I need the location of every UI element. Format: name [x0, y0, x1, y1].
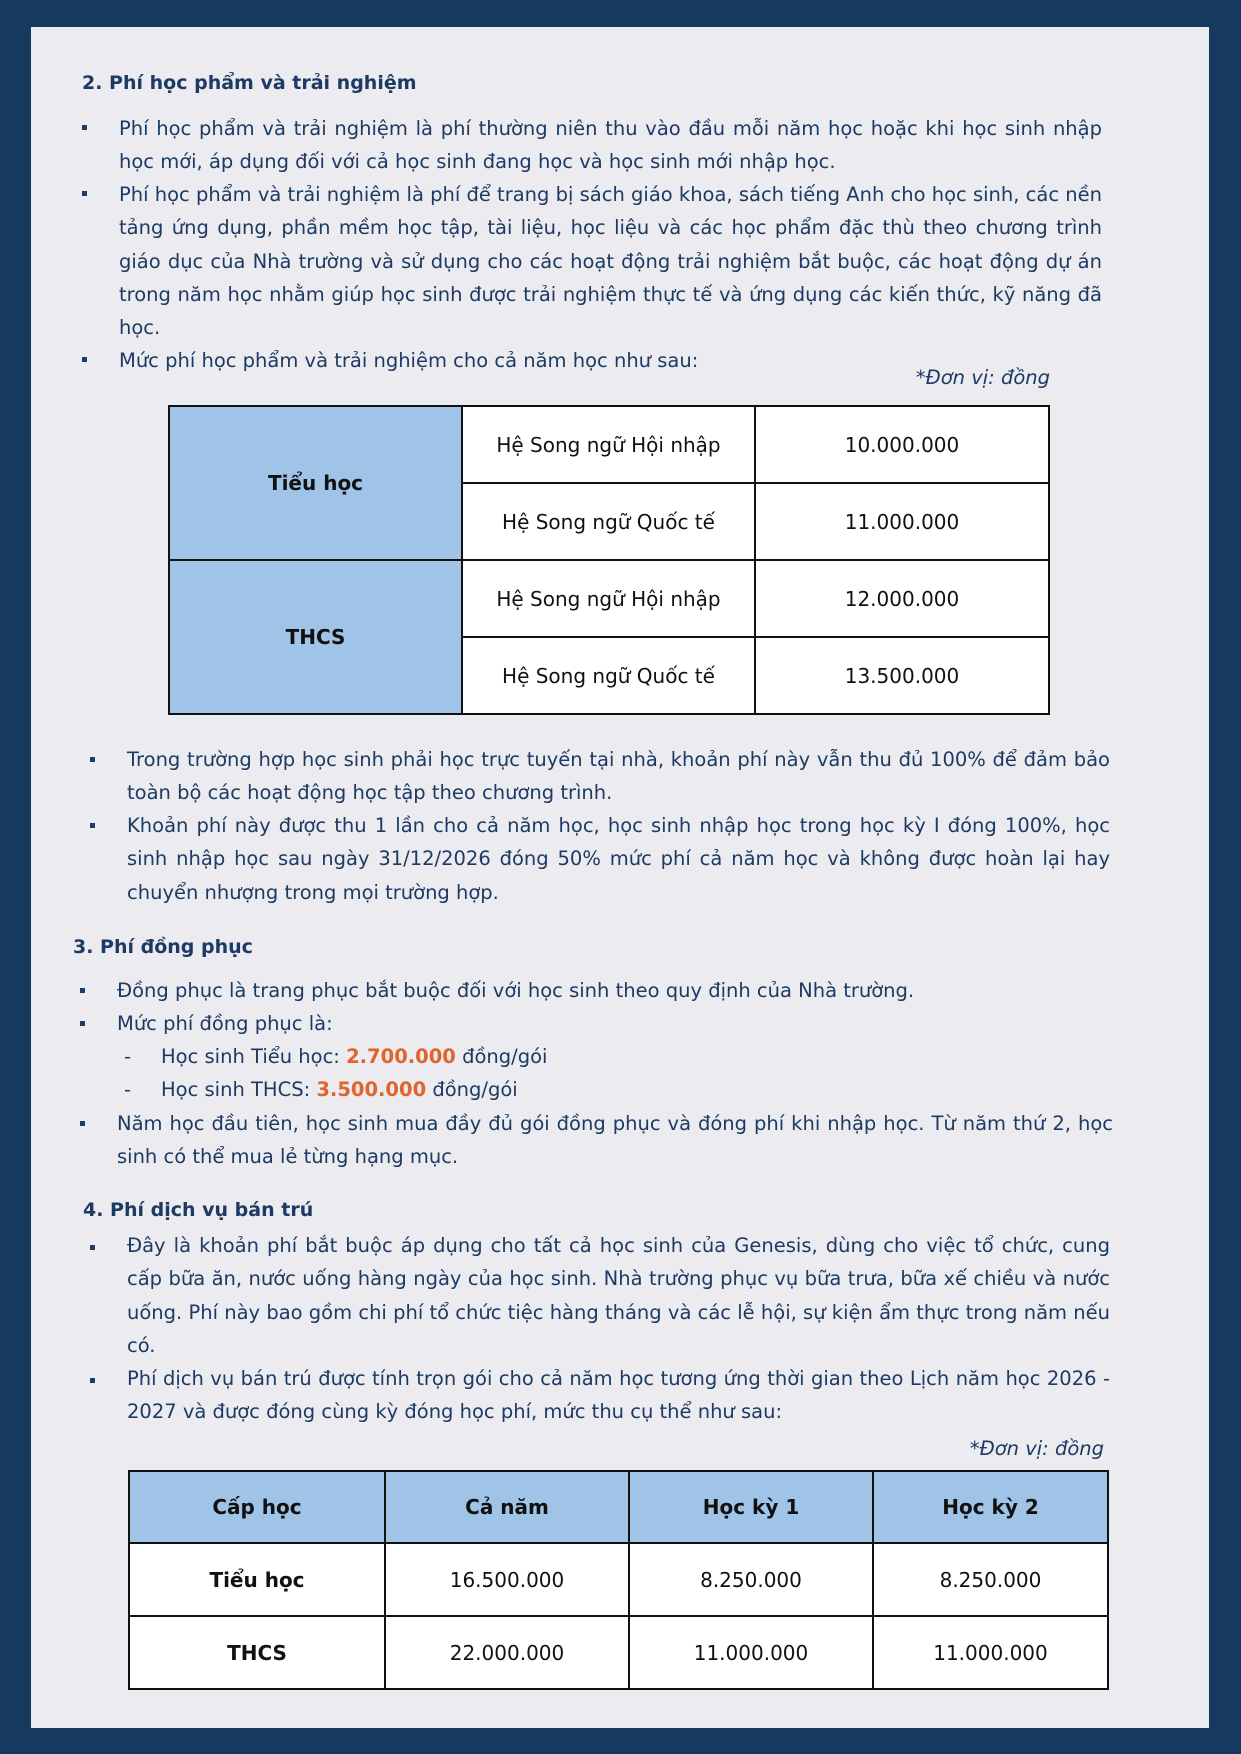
s2-bullet-4: Trong trường hợp học sinh phải học trực tuyến tại nhà, khoản phí này vẫn thu đủ 100% để đảm bảo toàn bộ các hoạt động học tập theo chương trình. — [127, 748, 1110, 805]
fee-cell: 22.000.000 — [385, 1616, 629, 1689]
uniform-unit: đồng/gói — [455, 1045, 548, 1068]
s3-bullet-2: Mức phí đồng phục là: — [117, 1012, 333, 1035]
bullet-marker — [90, 757, 95, 762]
system-cell: Hệ Song ngữ Quốc tế — [462, 483, 755, 560]
bullet-marker — [90, 1378, 95, 1383]
level-cell: THCS — [169, 560, 462, 714]
fee-cell: 8.250.000 — [873, 1543, 1108, 1616]
level-cell: Tiểu học — [169, 406, 462, 560]
s4-unit-note: *Đơn vị: đồng — [969, 1437, 1104, 1460]
table-row — [129, 1543, 1108, 1616]
system-cell: Hệ Song ngữ Hội nhập — [462, 406, 755, 483]
s3-bullet-1: Đồng phục là trang phục bắt buộc đối với học sinh theo quy định của Nhà trường. — [117, 979, 915, 1002]
bullet-marker — [90, 1245, 95, 1250]
system-cell: Hệ Song ngữ Hội nhập — [462, 560, 755, 637]
table-row — [129, 1616, 1108, 1689]
fee-cell: 12.000.000 — [755, 560, 1049, 637]
col-header: Học kỳ 1 — [629, 1471, 873, 1543]
s2-bullet-1: Phí học phẩm và trải nghiệm là phí thường niên thu vào đầu mỗi năm học hoặc khi học sinh nhập học mới, áp dụng đối với cả học sinh đang học và học sinh mới nhập học. — [119, 117, 1102, 174]
bullet-marker — [80, 1121, 85, 1126]
fee-cell: 11.000.000 — [629, 1616, 873, 1689]
bullet-marker — [82, 191, 87, 196]
s2-bullet-2: Phí học phẩm và trải nghiệm là phí để trang bị sách giáo khoa, sách tiếng Anh cho học sinh, các nền tảng ứng dụng, phần mềm học tập, tài liệu, học liệu và các học phẩm đặc thù theo chương trình giáo dục của Nhà trường và sử dụng cho các hoạt động trải nghiệm bắt buộc, các hoạt động dự án trong năm học nhằm giúp học sinh được trải nghiệm thực tế và ứng dụng các kiến thức, kỹ năng đã học. — [119, 183, 1102, 340]
s4-bullet-1: Đây là khoản phí bắt buộc áp dụng cho tất cả học sinh của Genesis, dùng cho việc tổ chức, cung cấp bữa ăn, nước uống hàng ngày của học sinh. Nhà trường phục vụ bữa trưa, bữa xế chiều và nước uống. Phí này bao gồm chi phí tổ chức tiệc hàng tháng và các lễ hội, sự kiện ẩm thực trong năm nếu có. — [127, 1234, 1110, 1357]
bullet-marker — [82, 125, 87, 130]
dash-marker: - — [124, 1078, 132, 1101]
s3-dash-2 — [161, 1073, 1061, 1106]
col-header: Học kỳ 2 — [873, 1471, 1108, 1543]
s3-bullet-3: Năm học đầu tiên, học sinh mua đầy đủ gói đồng phục và đóng phí khi nhập học. Từ năm thứ 2, học sinh có thể mua lẻ từng hạng mục. — [117, 1112, 1113, 1169]
fee-cell: 13.500.000 — [755, 637, 1049, 714]
bullet-marker — [82, 357, 87, 362]
uniform-price: 2.700.000 — [346, 1045, 456, 1068]
dash-marker: - — [124, 1045, 132, 1068]
level-cell: THCS — [129, 1616, 385, 1689]
s2-bullet-3: Mức phí học phẩm và trải nghiệm cho cả năm học như sau: — [119, 349, 699, 372]
col-header: Cấp học — [129, 1471, 385, 1543]
s4-bullet-2: Phí dịch vụ bán trú được tính trọn gói cho cả năm học tương ứng thời gian theo Lịch năm học 2026 - 2027 và được đóng cùng kỳ đóng học phí, mức thu cụ thể như sau: — [127, 1367, 1110, 1424]
system-cell: Hệ Song ngữ Quốc tế — [462, 637, 755, 714]
s2-unit-note: *Đơn vị: đồng — [915, 366, 1050, 389]
section-2-title: 2. Phí học phẩm và trải nghiệm — [82, 72, 417, 94]
fee-cell: 8.250.000 — [629, 1543, 873, 1616]
s4-fee-table — [128, 1470, 1109, 1690]
s2-bullet-5: Khoản phí này được thu 1 lần cho cả năm học, học sinh nhập học trong học kỳ I đóng 100%, học sinh nhập học sau ngày 31/12/2026 đóng 50% mức phí cả năm học và không được hoàn lại hay chuyển nhượng trong mọi trường hợp. — [127, 814, 1110, 904]
uniform-unit: đồng/gói — [426, 1078, 518, 1101]
fee-cell: 16.500.000 — [385, 1543, 629, 1616]
section-4-title: 4. Phí dịch vụ bán trú — [83, 1199, 314, 1221]
level-cell: Tiểu học — [129, 1543, 385, 1616]
s3-dash-1 — [161, 1040, 1061, 1073]
col-header: Cả năm — [385, 1471, 629, 1543]
bullet-marker — [80, 1021, 85, 1026]
s2-fee-table — [168, 405, 1050, 715]
uniform-label: Học sinh THCS: — [161, 1078, 317, 1101]
section-3-title: 3. Phí đồng phục — [73, 936, 253, 958]
fee-cell: 10.000.000 — [755, 406, 1049, 483]
uniform-label: Học sinh Tiểu học: — [161, 1045, 347, 1068]
bullet-marker — [80, 988, 85, 993]
fee-cell: 11.000.000 — [755, 483, 1049, 560]
fee-cell: 11.000.000 — [873, 1616, 1108, 1689]
bullet-marker — [90, 823, 95, 828]
uniform-price: 3.500.000 — [316, 1078, 427, 1101]
